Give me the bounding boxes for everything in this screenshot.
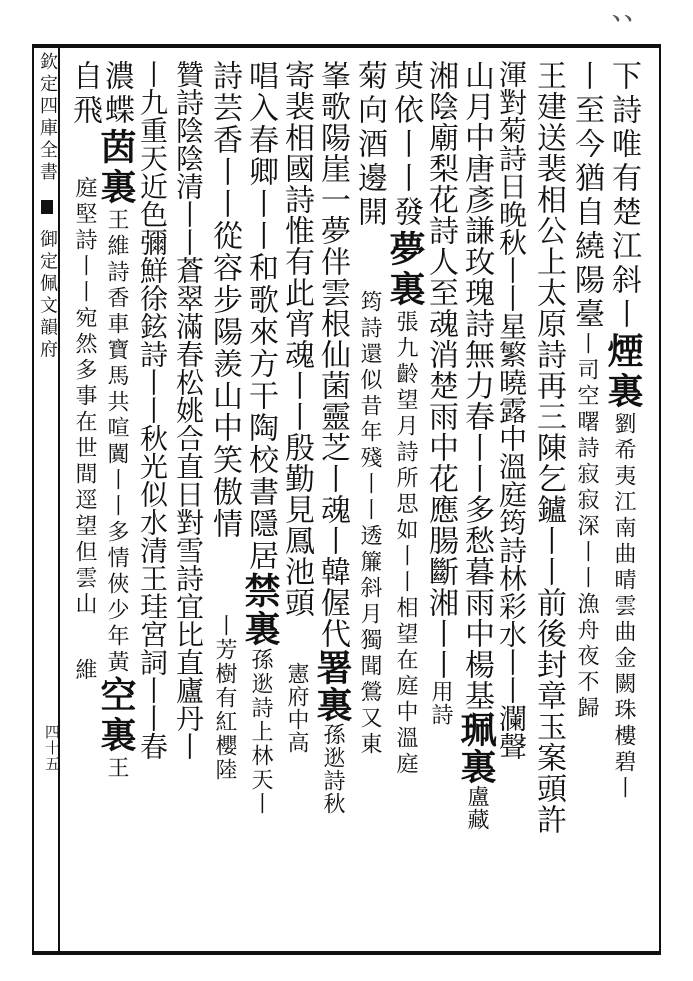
frame-left-border: [32, 44, 34, 955]
margin-column: [36, 52, 58, 947]
column-2-note: 丨司空曙詩寂寂深丨丨漁舟夜不歸: [574, 332, 599, 722]
column-14-text: 丨九重天近色彌鮮徐鉉詩丨丨秋光似水清王珪宮詞丨丨春: [136, 60, 169, 760]
column-15-tail-note: 王: [104, 756, 129, 782]
column-7-text: 萸依丨丨發: [388, 60, 423, 230]
text-column-2: [566, 60, 606, 945]
text-column-6: [420, 60, 460, 945]
column-16-text: 自飛: [67, 60, 102, 128]
column-15-tail-heading: 空裏: [95, 676, 137, 756]
column-9-text: 峯歌陽崖一夢伴雲根仙菌靈芝丨魂丨韓偓代: [315, 60, 350, 649]
column-10-note: 憲府中高: [284, 662, 309, 754]
column-7-heading: 夢裏: [384, 230, 426, 310]
column-1-note: 劉希夷江南曲晴雲曲金闕珠樓碧丨: [611, 412, 636, 802]
text-column-5: [456, 60, 496, 945]
page-number: 四十五: [43, 724, 61, 772]
column-7-note: 張九齡望月詩所思如丨丨相望在庭中溫庭: [393, 310, 418, 778]
column-11-note: 孫逖詩上林天丨: [248, 648, 273, 816]
frame-bottom-border: [34, 951, 661, 955]
column-16-note: 庭堅詩丨丨宛然多事在世間逕望但雲山: [72, 176, 97, 618]
column-5-heading: 珮裏: [455, 711, 497, 785]
column-12-text: 詩芸香丨丨從容步陽羨山中笑傲情: [207, 60, 242, 540]
text-column-8: [349, 60, 389, 945]
text-column-4: [491, 60, 531, 945]
margin-separator-line: [58, 48, 60, 951]
column-10-text: 寄裴相國詩惟有此宵魂丨丨殷勤見鳳池頭: [279, 60, 314, 618]
margin-separator-block: [41, 200, 53, 214]
column-12-note: 丨芳樹有紅櫻陸: [212, 614, 237, 782]
text-column-1: [603, 60, 643, 945]
text-column-13: [168, 60, 208, 945]
column-5-text: 山月中唐彥謙玫瑰詩無力春丨丨多愁暮雨中楊基: [459, 60, 494, 711]
column-5-note: 盧藏: [464, 785, 489, 831]
column-9-heading: 署裏: [311, 649, 353, 723]
margin-subtitle: 御定佩文韻府: [37, 229, 58, 362]
column-15-note: 王維詩香車寶馬共喧闐丨丨多情俠少年黃: [104, 208, 129, 676]
text-column-14: [132, 60, 172, 945]
column-1-heading: 煙裏: [602, 332, 644, 412]
column-1-text: 下詩唯有楚江斜丨: [606, 60, 641, 332]
text-column-10: [276, 60, 316, 945]
column-6-note: 用詩: [428, 680, 453, 726]
text-column-7: [385, 60, 425, 945]
column-11-heading: 禁裏: [239, 572, 281, 648]
margin-book-title: 欽定四庫全書: [37, 52, 58, 184]
text-column-9: [312, 60, 352, 945]
column-11-text: 唱入春卿丨丨和歌來方干陶校書隱居: [243, 60, 278, 572]
column-6-text: 湘陰廟梨花詩人至魂消楚雨中花應腸斷湘丨丨: [423, 60, 458, 680]
text-column-16: [64, 60, 104, 945]
text-column-12: [204, 60, 244, 945]
frame-right-border: [659, 44, 661, 955]
column-8-note: 筠詩還似昔年殘丨丨透簾斜月獨聞鶯又東: [357, 290, 382, 758]
column-15-heading: 茵裏: [95, 128, 137, 208]
column-16-tail-note: 維: [72, 658, 97, 684]
column-9-note: 孫逖詩秋: [320, 723, 345, 815]
column-3-text: 王建送裴相公上太原詩再三陳乞鑪丨丨前後封章玉案頭許: [531, 60, 566, 835]
column-15-text: 濃蝶: [99, 60, 134, 128]
text-column-3: [528, 60, 568, 945]
text-column-11: [240, 60, 280, 945]
frame-top-border: [34, 44, 661, 48]
column-2-text: 丨至今猶自繞陽臺: [569, 60, 604, 332]
column-4-text: 渾對菊詩日晚秋丨丨星繁曉露中溫庭筠詩林彩水丨丨瀾聲: [495, 60, 528, 760]
column-8-text: 菊向酒邊開: [352, 60, 387, 230]
column-13-text: 贊詩陰陰清丨丨蒼翠滿春松姚合直日對雪詩宜比直廬丹丨: [172, 60, 205, 760]
corner-mark: ﹅﹅: [611, 14, 635, 25]
